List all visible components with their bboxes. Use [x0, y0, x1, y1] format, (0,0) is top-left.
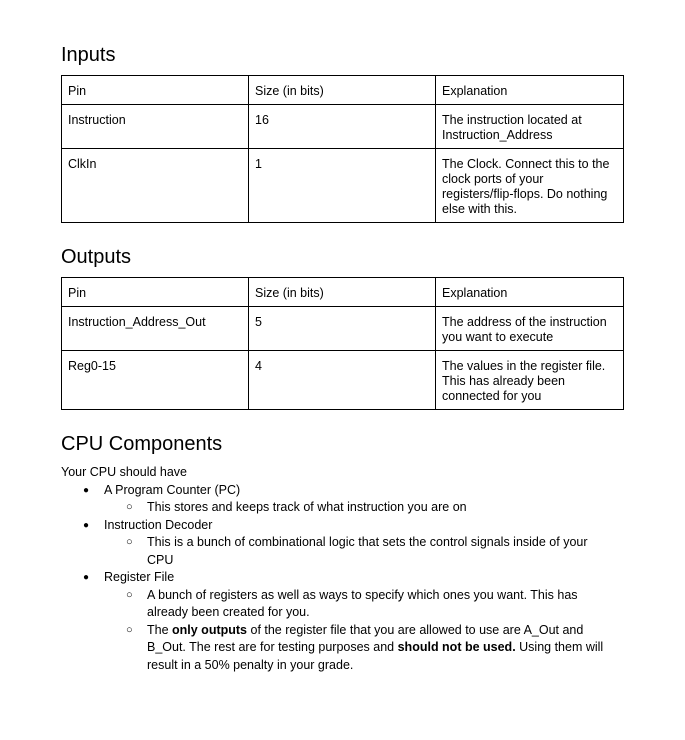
sub-item-text: This is a bunch of combinational logic that sets the control signals inside of your CPU — [147, 535, 588, 567]
table-row — [62, 149, 624, 223]
size-cell: 16 — [249, 105, 436, 149]
table-row — [62, 307, 624, 351]
cpu-components-body — [61, 464, 614, 674]
hollow-bullet-icon: ○ — [126, 588, 133, 601]
cpu-components-heading: CPU Components — [61, 433, 223, 455]
sub-list-item — [104, 499, 614, 517]
sub-list-item — [104, 587, 614, 622]
list-item-program-counter — [61, 482, 614, 517]
bullet-icon: ● — [83, 572, 90, 583]
inputs-table — [61, 75, 624, 223]
header-cell: Explanation — [436, 76, 624, 105]
header-cell: Explanation — [436, 278, 624, 307]
sub-item-text: This stores and keeps track of what instruction you are on — [147, 500, 467, 514]
bullet-icon: ● — [83, 519, 90, 531]
size-cell: 4 — [249, 351, 436, 410]
pin-cell: Instruction — [62, 105, 249, 149]
header-cell: Pin — [62, 278, 249, 307]
header-cell: Pin — [62, 76, 249, 105]
size-cell: 5 — [249, 307, 436, 351]
pin-cell: Reg0-15 — [62, 351, 249, 410]
table-row — [62, 351, 624, 410]
table-row — [62, 105, 624, 149]
list-item-register-file — [61, 569, 614, 674]
emphasis-only-outputs: only outputs — [172, 622, 248, 637]
emphasis-should-not-be-used: should not be used. — [397, 640, 516, 654]
list-item-label: Instruction Decoder — [104, 517, 213, 532]
list-item-label: Register File — [104, 570, 175, 584]
pin-cell: ClkIn — [62, 149, 249, 223]
table-header-row — [62, 76, 624, 105]
hollow-bullet-icon: ○ — [126, 501, 133, 513]
table-header-row — [62, 278, 624, 307]
component-list — [61, 482, 614, 675]
hollow-bullet-icon: ○ — [126, 536, 133, 548]
sub-list — [104, 534, 614, 569]
intro-text: Your CPU should have — [61, 465, 188, 479]
sub-list — [104, 499, 614, 517]
outputs-heading: Outputs — [61, 246, 132, 268]
explanation-cell: The address of the instruction you want to execute — [436, 307, 624, 351]
explanation-cell: The instruction located at Instruction_Address — [436, 105, 624, 149]
list-item-instruction-decoder — [61, 517, 614, 570]
explanation-cell: The values in the register file. This has already been connected for you — [436, 351, 624, 410]
hollow-bullet-icon: ○ — [126, 623, 133, 636]
bullet-icon: ● — [83, 484, 90, 496]
header-cell: Size (in bits) — [249, 76, 436, 105]
sub-list-item-rule — [104, 622, 614, 675]
list-item-label: A Program Counter (PC) — [104, 482, 241, 497]
rule-text: The only outputs of the register file that you are allowed to use are A_Out and B_Out. The rest are for testing purposes and should not be used. Using them will result in a 50% penalty in your grade. — [147, 622, 604, 672]
explanation-cell: The Clock. Connect this to the clock ports of your registers/flip-flops. Do nothing else with this. — [436, 149, 624, 223]
outputs-table — [61, 277, 624, 410]
header-cell: Size (in bits) — [249, 278, 436, 307]
sub-list — [104, 587, 614, 675]
size-cell: 1 — [249, 149, 436, 223]
pin-cell: Instruction_Address_Out — [62, 307, 249, 351]
sub-list-item — [104, 534, 614, 569]
sub-item-text: A bunch of registers as well as ways to specify which ones you want. This has already been created for you. — [147, 587, 578, 619]
inputs-heading: Inputs — [61, 44, 116, 66]
